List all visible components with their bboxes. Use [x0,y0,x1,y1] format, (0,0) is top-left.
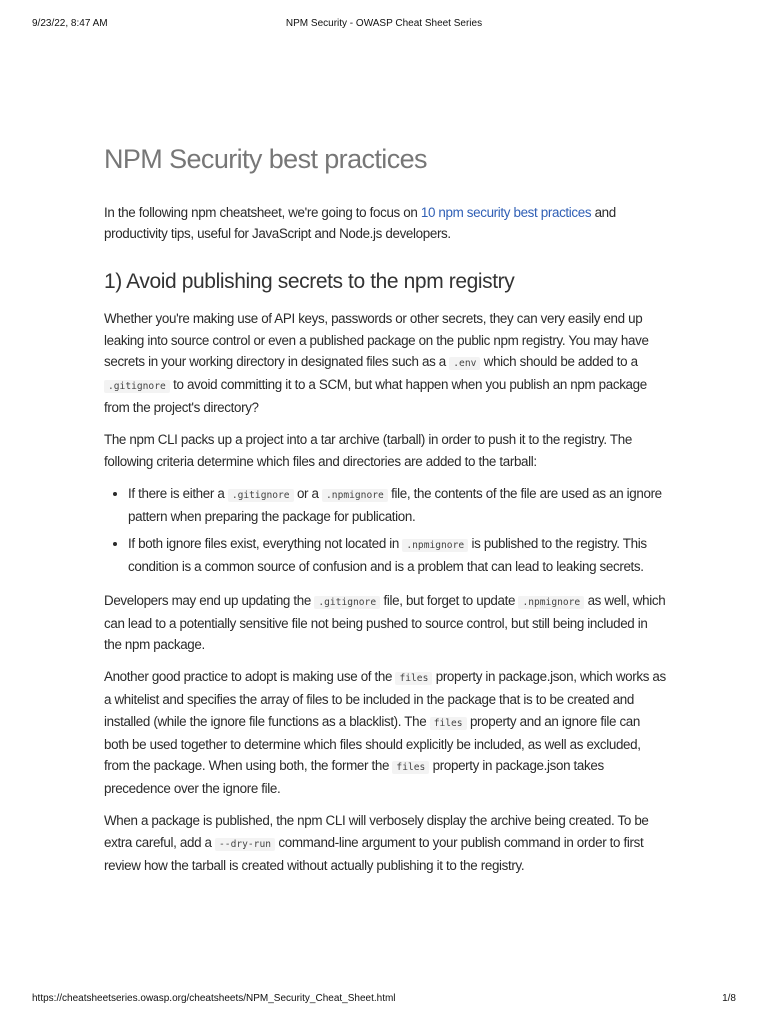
print-page-title: NPM Security - OWASP Cheat Sheet Series [285,18,483,29]
code-dry-run: --dry-run [215,838,275,851]
secrets-paragraph [104,308,666,418]
article-content [104,140,666,887]
secrets-text-1: Whether you're making use of API keys, passwords or other secrets, they can very easily end up leaking into source control or even a published package on the public npm registry. You may have secrets in your working directory in designated files such as a [104,311,649,369]
dev-text-2: file, but forget to update [380,592,519,608]
code-npmignore: .npmignore [322,489,388,502]
section-heading-avoid-publishing-secrets: 1) Avoid publishing secrets to the npm registry [104,270,515,294]
code-files: files [430,717,467,730]
files-text-1: Another good practice to adopt is making use of the [104,669,396,685]
secrets-text-3: to avoid committing it to a SCM, but what happen when you publish an npm package from the project's directory? [104,377,647,416]
intro-paragraph [104,202,666,244]
print-datetime: 9/23/22, 8:47 AM [32,18,108,29]
page-title: NPM Security best practices [104,144,427,174]
intro-text-before: In the following npm cheatsheet, we're going to focus on [104,205,421,220]
bullet1-text-2: or a [293,485,323,501]
secrets-text-2: which should be added to a [480,353,638,369]
code-gitignore: .gitignore [314,596,380,609]
code-env: .env [449,357,480,370]
dry-run-paragraph [104,810,666,876]
code-files: files [392,761,429,774]
intro-text-after: and productivity tips, useful for JavaScript and Node.js developers. [104,205,616,242]
list-item [128,533,666,577]
files-text-2: property in package.json, which works as a whitelist and specifies the array of files to be included in the package that is to be created and installed (while the ignore file functions as a blacklist). The [104,669,666,729]
code-gitignore: .gitignore [228,489,294,502]
best-practices-link[interactable]: 10 npm security best practices [420,205,592,220]
code-files: files [395,672,432,685]
bullet2-text-2: is published to the registry. This condition is a common source of confusion and is a problem that can lead to leaking secrets. [128,536,647,575]
dev-text-3: as well, which can lead to a potentially sensitive file not being pushed to source control, but still being included in the npm package. [104,592,666,653]
bullet2-text-1: If both ignore files exist, everything not located in [128,536,403,552]
code-npmignore: .npmignore [402,539,468,552]
print-url: https://cheatsheetseries.owasp.org/cheatsheets/NPM_Security_Cheat_Sheet.html [32,993,396,1004]
tarball-paragraph: The npm CLI packs up a project into a tar archive (tarball) in order to push it to the registry. The following criteria determine which files and directories are added to the tarball: [104,432,632,469]
print-header [32,18,736,32]
list-item [128,483,666,527]
dry-run-text-1: When a package is published, the npm CLI will verbosely display the archive being created. To be extra careful, add a [104,813,649,850]
code-npmignore: .npmignore [518,596,584,609]
tarball-criteria-list [104,483,666,578]
bullet1-text-1: If there is either a [128,485,228,501]
files-text-3: property and an ignore file can both be used together to determine which files should explicitly be included, as well as excluded, from the package. When using both, the former the [104,713,641,774]
files-text-4: property in package.json takes precedence over the ignore file. [104,758,604,797]
dry-run-text-2: command-line argument to your publish command in order to first review how the tarball is created without actually publishing it to the registry. [104,834,644,873]
page-number: 1/8 [722,993,736,1004]
developers-paragraph [104,590,666,656]
bullet1-text-3: file, the contents of the file are used as an ignore pattern when preparing the package for publication. [128,485,662,525]
print-footer [32,993,736,1007]
files-property-paragraph [104,666,666,799]
dev-text-1: Developers may end up updating the [104,592,315,608]
code-gitignore: .gitignore [104,380,170,393]
